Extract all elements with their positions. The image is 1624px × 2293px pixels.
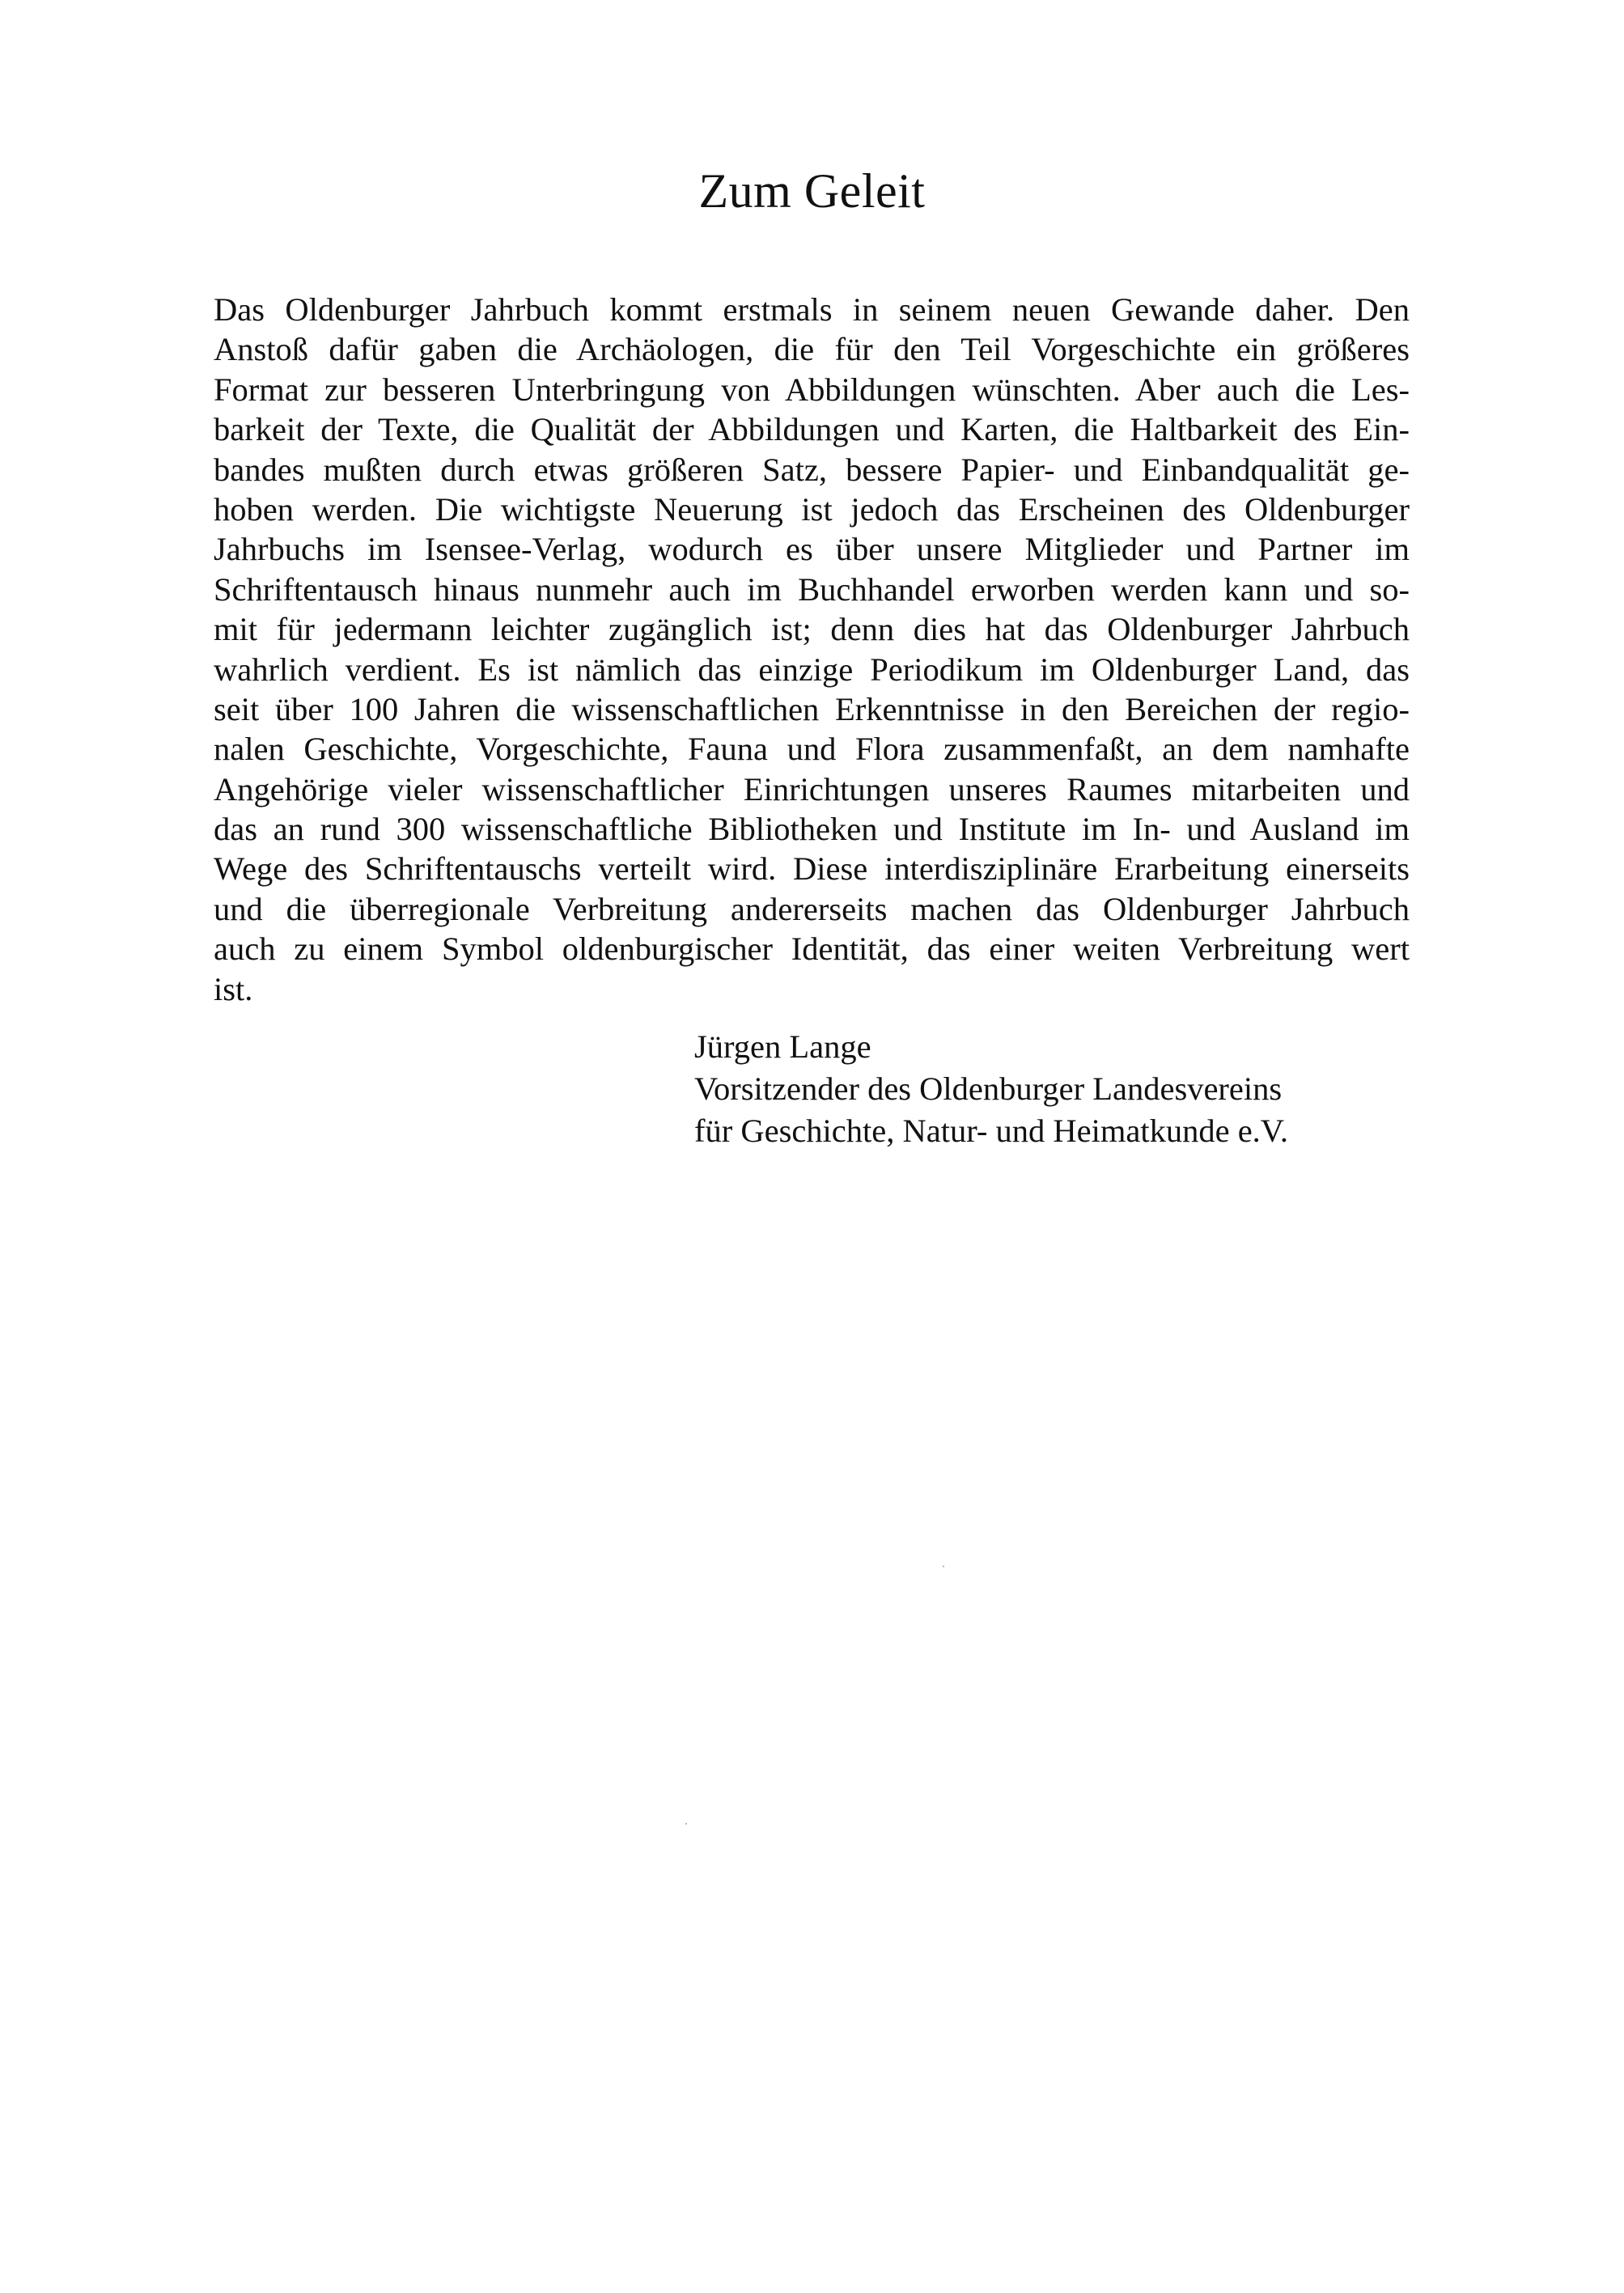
paragraph-line: wahrlich verdient. Es ist nämlich das einzige Periodikum im Oldenburger Land, das [214, 651, 1410, 688]
paragraph-line: Jahrbuchs im Isensee-Verlag, wodurch es über unsere Mitglieder und Partner im [214, 531, 1410, 568]
body-paragraph [214, 290, 1410, 1009]
signature-name: Jürgen Lange [694, 1028, 871, 1065]
paragraph-line: seit über 100 Jahren die wissenschaftlichen Erkenntnisse in den Bereichen der regio- [214, 690, 1410, 727]
paragraph-line: Das Oldenburger Jahrbuch kommt erstmals in seinem neuen Gewande daher. Den [214, 291, 1410, 328]
paragraph-line: mit für jedermann leichter zugänglich ist; denn dies hat das Oldenburger Jahrbuch [214, 611, 1410, 648]
paragraph-line: Wege des Schriftentauschs verteilt wird. Diese interdisziplinäre Erarbeitung einerseits [214, 850, 1410, 888]
paragraph-line: auch zu einem Symbol oldenburgischer Identität, das einer weiten Verbreitung wert [214, 930, 1410, 968]
paragraph-line: bandes mußten durch etwas größeren Satz, bessere Papier- und Einbandqualität ge- [214, 451, 1410, 488]
paragraph-line: nalen Geschichte, Vorgeschichte, Fauna und Flora zusammenfaßt, an dem namhafte [214, 731, 1410, 768]
scan-speck [685, 1823, 687, 1825]
signature-block [694, 1026, 1503, 1152]
scan-speck [943, 1566, 944, 1567]
signature-role-line: für Geschichte, Natur- und Heimatkunde e.V. [694, 1113, 1288, 1149]
paragraph-line: Format zur besseren Unterbringung von Abbildungen wünschten. Aber auch die Les- [214, 371, 1410, 408]
paragraph-line: ist. [214, 970, 253, 1007]
paragraph-line: Schriftentausch hinaus nunmehr auch im Buchhandel erworben werden kann und so- [214, 570, 1410, 608]
signature-role-line: Vorsitzender des Oldenburger Landesvereins [694, 1070, 1283, 1107]
paragraph-line: das an rund 300 wissenschaftliche Bibliotheken und Institute im In- und Ausland im [214, 811, 1410, 848]
paragraph-line: und die überregionale Verbreitung andererseits machen das Oldenburger Jahrbuch [214, 890, 1410, 927]
paragraph-line: hoben werden. Die wichtigste Neuerung ist jedoch das Erscheinen des Oldenburger [214, 490, 1410, 528]
paragraph-line: Angehörige vieler wissenschaftlicher Einrichtungen unseres Raumes mitarbeiten und [214, 770, 1410, 807]
paragraph-line: Anstoß dafür gaben die Archäologen, die für den Teil Vorgeschichte ein größeres [214, 331, 1410, 368]
paragraph-line: barkeit der Texte, die Qualität der Abbildungen und Karten, die Haltbarkeit des Ein- [214, 411, 1410, 448]
page-title: Zum Geleit [698, 164, 926, 218]
